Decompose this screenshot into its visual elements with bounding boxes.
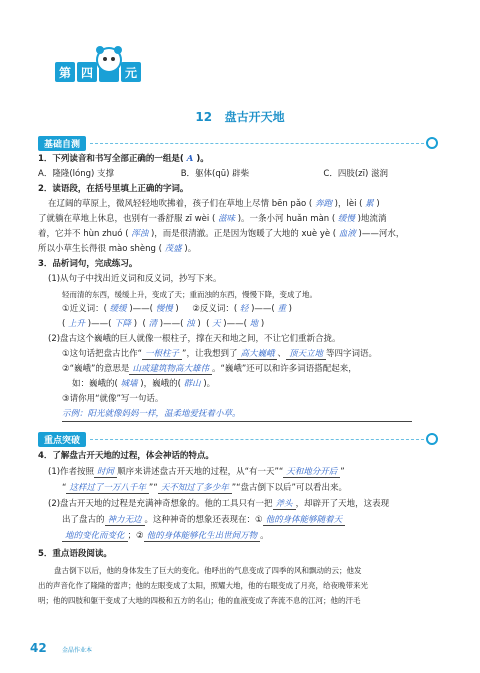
lesson-number: 12 <box>195 110 213 124</box>
question-5: 5．重点语段阅读。 <box>38 549 112 559</box>
q2-line: 了就躺在草地上休息，也别有一番舒服 zī wèi ( 滋味 )。一条小河 huǎn màn ( 缓慢 )地流淌 <box>38 214 387 224</box>
page-number: 42 <box>30 641 47 655</box>
circle-icon <box>426 137 438 149</box>
option-a: A．隆隆(lóng) 支撑 <box>38 169 114 179</box>
q3-sub1: (1)从句子中找出近义词和反义词，抄写下来。 <box>48 274 222 284</box>
q3-synonyms: ①近义词：( 缓缓 )——( 慢慢 ) ②反义词：( 轻 )——( 重 ) <box>62 304 292 314</box>
passage-line: 出的声音化作了隆隆的雷声；他的左眼变成了太阳，照耀大地，他的右眼变成了月亮，给夜晚带来光 <box>38 581 368 590</box>
question-4: 4．了解盘古开天地的过程，体会神话的特点。 <box>38 451 214 461</box>
q2-line: 在辽阔的草原上，微风轻轻地吹拂着，孩子们在草地上尽情 bēn pǎo ( 奔跑 )，lèi ( 累 ) <box>48 199 380 209</box>
circle-icon <box>426 433 438 445</box>
q3-r4: ③请你用“就像”写一句话。 <box>62 394 164 404</box>
lesson-title <box>0 108 480 125</box>
answer: A <box>186 154 194 164</box>
question-3: 3．品析词句，完成练习。 <box>38 259 138 269</box>
q4-line: (2)盘古开天地的过程是充满神奇想象的。他的工具只有一把 斧头 ，却辟开了天地，这表现 <box>48 499 390 509</box>
passage-line: 明；他的四肢和躯干变成了大地的四极和五方的名山；他的血液变成了奔流不息的江河；他的汗毛 <box>38 596 361 605</box>
unit-char: 第 <box>55 62 75 82</box>
q2-line: 所以小草生长得很 mào shèng ( 茂盛 )。 <box>38 244 197 254</box>
lesson-name: 盘古开天地 <box>224 110 285 124</box>
q3-r2: ②“巍峨”的意思是 山或建筑物高大雄伟 。“巍峨”还可以和许多词语搭配起来， <box>62 364 357 374</box>
q3-sub2: (2)盘古这个巍峨的巨人就像一根柱子，撑在天和地之间，不让它们重新合拢。 <box>48 334 341 344</box>
q4-line: “ 这样过了一万八千年 ”“ 天不知过了多少年 ”“盘古倒下以后”可以看出来。 <box>62 483 347 493</box>
question-1-options <box>38 168 448 181</box>
footer-text: 金晶作业本 <box>62 647 93 654</box>
option-b: B．躯体(qū) 辟柴 <box>180 169 250 179</box>
passage-line: 盘古倒下以后，他的身体发生了巨大的变化。他呼出的气息变成了四季的风和飘动的云；他发 <box>54 566 362 575</box>
mascot-icon <box>92 44 126 82</box>
q4-line: 出了盘古的 神力无边 。这种神奇的想象还表现在：① 他的身体能够随着天 <box>62 514 472 527</box>
divider <box>90 439 424 440</box>
q3-r1: ①这句话把盘古比作“ 一根柱子 ”，让我想到了 高大巍峨 、 顶天立地 等四字词语。 <box>62 349 378 359</box>
q2-line: 着，它并不 hùn zhuó ( 浑浊 )，而是很清澈。正是因为饱暖了大地的 xuè yè ( 血液 )——河水， <box>38 229 405 239</box>
q3-r3: 如：巍峨的( 城墙 )，巍峨的( 群山 )。 <box>72 379 216 389</box>
q3-antonym-row: ( 上升 )——( 下降 ) ( 清 )——( 浊 ) ( 天 )——( 地 ) <box>62 319 265 329</box>
section-focus-label: 重点突破 <box>38 432 86 447</box>
q4-line: (1)作者按照 时间 顺序来讲述盘古开天地的过程，从“有一天”“ 天和地分开后 ” <box>48 467 345 477</box>
q4-line: 地的变化而变化 ；② 他的身体能够化生出世间万物 。 <box>62 530 472 543</box>
q3-quote: 轻而清的东西，缓缓上升，变成了天；重而浊的东西，慢慢下降，变成了地。 <box>62 290 317 299</box>
section-focus-header <box>38 432 438 446</box>
q3-r5: 示例：阳光就像妈妈一样，温柔地爱抚着小草。 <box>62 408 412 422</box>
question-2: 2．读语段，在括号里填上正确的字词。 <box>38 184 189 194</box>
unit-char: 元 <box>121 62 141 82</box>
section-basic-label: 基础自测 <box>38 136 86 151</box>
section-basic-header <box>38 136 438 150</box>
unit-char: 四 <box>77 62 97 82</box>
option-c: C．四肢(zī) 滋润 <box>323 169 388 179</box>
question-1: 1．下列读音和书写全部正确的一组是( A )。 <box>38 154 209 164</box>
divider <box>90 143 424 144</box>
